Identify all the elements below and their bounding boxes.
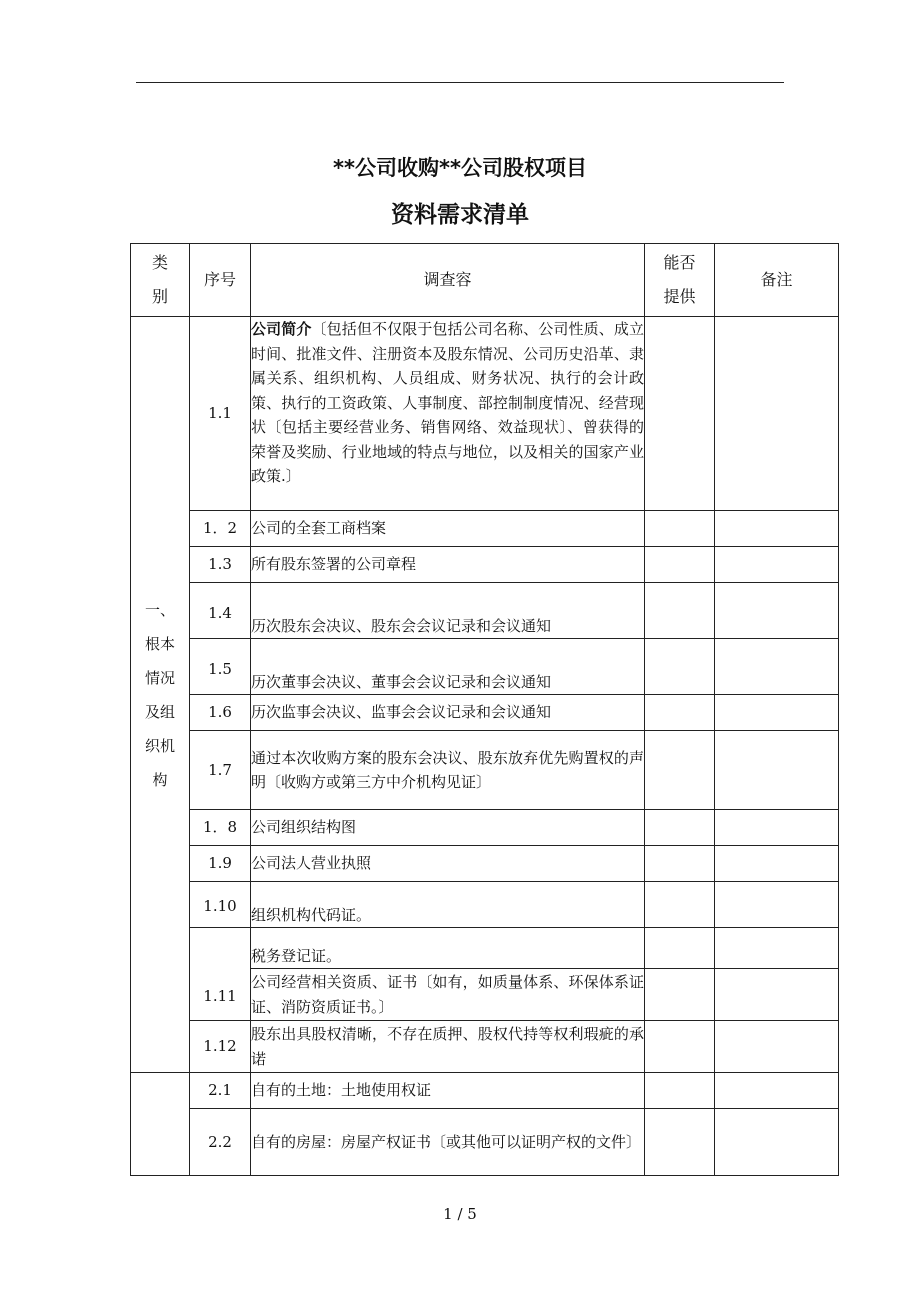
table-row xyxy=(131,639,839,695)
remark-cell xyxy=(715,639,839,695)
seq-cell: 1.11 xyxy=(190,928,251,1021)
content-cell: 历次监事会决议、监事会会议记录和会议通知 xyxy=(251,695,645,731)
table-row xyxy=(131,1021,839,1073)
seq-cell: 1.6 xyxy=(190,695,251,731)
provide-cell xyxy=(645,511,715,547)
content-cell: 公司的全套工商档案 xyxy=(251,511,645,547)
table-header-row xyxy=(131,244,839,317)
seq-cell: 1.12 xyxy=(190,1021,251,1073)
remark-cell xyxy=(715,1109,839,1176)
remark-cell xyxy=(715,731,839,810)
provide-cell xyxy=(645,810,715,846)
remark-cell xyxy=(715,1021,839,1073)
remark-cell xyxy=(715,583,839,639)
table-row xyxy=(131,547,839,583)
content-cell: 自有的土地：土地使用权证 xyxy=(251,1073,645,1109)
remark-cell xyxy=(715,969,839,1021)
seq-cell: 1．2 xyxy=(190,511,251,547)
remark-cell xyxy=(715,695,839,731)
content-cell: 自有的房屋：房屋产权证书〔或其他可以证明产权的文件〕 xyxy=(251,1109,645,1176)
table-row xyxy=(131,928,839,969)
category-basic-cell xyxy=(131,317,190,1073)
table-row xyxy=(131,731,839,810)
provide-cell xyxy=(645,882,715,928)
table-row xyxy=(131,1109,839,1176)
provide-cell xyxy=(645,1073,715,1109)
seq-cell: 1.5 xyxy=(190,639,251,695)
remark-cell xyxy=(715,882,839,928)
provide-cell xyxy=(645,1021,715,1073)
provide-cell xyxy=(645,846,715,882)
seq-cell: 1.7 xyxy=(190,731,251,810)
remark-cell xyxy=(715,1073,839,1109)
remark-cell xyxy=(715,317,839,511)
table-row xyxy=(131,882,839,928)
document-subtitle: 资料需求清单 xyxy=(391,202,529,228)
seq-cell: 1．8 xyxy=(190,810,251,846)
content-cell: 历次董事会决议、董事会会议记录和会议通知 xyxy=(251,639,645,695)
seq-cell: 1.3 xyxy=(190,547,251,583)
header-category: 类 别 xyxy=(131,244,190,317)
remark-cell xyxy=(715,547,839,583)
table-row xyxy=(131,317,839,511)
table-row xyxy=(131,810,839,846)
seq-cell: 1.4 xyxy=(190,583,251,639)
seq-cell: 1.1 xyxy=(190,317,251,511)
content-cell: 组织机构代码证。 xyxy=(251,882,645,928)
content-lead: 公司简介 xyxy=(251,320,312,338)
requirements-table xyxy=(130,243,839,1176)
header-seq: 序号 xyxy=(190,244,251,317)
provide-cell xyxy=(645,583,715,639)
content-cell: 公司简介〔包括但不仅限于包括公司名称、公司性质、成立时间、批准文件、注册资本及股东情况、公司历史沿革、隶属关系、组织机构、人员组成、财务状况、执行的会计政策、执行的工资政策、人事制度、部控制制度情况、经营现状〔包括主要经营业务、销售网络、效益现状〕、曾获得的荣誉及奖励、行业地域的特点与地位，以及相关的国家产业政策.〕 xyxy=(251,317,645,511)
provide-cell xyxy=(645,731,715,810)
content-cell: 通过本次收购方案的股东会决议、股东放弃优先购置权的声明〔收购方或第三方中介机构见证〕 xyxy=(251,731,645,810)
table-row xyxy=(131,511,839,547)
seq-cell: 2.1 xyxy=(190,1073,251,1109)
seq-cell: 1.9 xyxy=(190,846,251,882)
page-number: 1 / 5 xyxy=(443,1205,477,1223)
document-title: **公司收购**公司股权项目 xyxy=(333,156,587,180)
header-content: 调查容 xyxy=(251,244,645,317)
remark-cell xyxy=(715,511,839,547)
table-row xyxy=(131,846,839,882)
category-basic-label: 一、 根本 情况 及组 织机 构 xyxy=(144,600,175,789)
remark-cell xyxy=(715,846,839,882)
table-row xyxy=(131,583,839,639)
table-row xyxy=(131,695,839,731)
content-cell: 公司法人营业执照 xyxy=(251,846,645,882)
header-rule xyxy=(136,82,784,83)
content-cell: 公司经营相关资质、证书〔如有，如质量体系、环保体系证证、消防资质证书。〕 xyxy=(251,969,645,1021)
remark-cell xyxy=(715,810,839,846)
content-cell: 股东出具股权清晰，不存在质押、股权代持等权利瑕疵的承诺 xyxy=(251,1021,645,1073)
header-remark: 备注 xyxy=(715,244,839,317)
content-cell: 税务登记证。 xyxy=(251,928,645,969)
content-cell: 历次股东会决议、股东会会议记录和会议通知 xyxy=(251,583,645,639)
provide-cell xyxy=(645,928,715,969)
seq-cell: 2.2 xyxy=(190,1109,251,1176)
provide-cell xyxy=(645,695,715,731)
seq-cell: 1.10 xyxy=(190,882,251,928)
provide-cell xyxy=(645,547,715,583)
provide-cell xyxy=(645,969,715,1021)
provide-cell xyxy=(645,639,715,695)
content-cell: 所有股东签署的公司章程 xyxy=(251,547,645,583)
table-row xyxy=(131,1073,839,1109)
provide-cell xyxy=(645,317,715,511)
header-provide: 能否 提供 xyxy=(645,244,715,317)
provide-cell xyxy=(645,1109,715,1176)
remark-cell xyxy=(715,928,839,969)
content-cell: 公司组织结构图 xyxy=(251,810,645,846)
category-assets-cell xyxy=(131,1073,190,1176)
